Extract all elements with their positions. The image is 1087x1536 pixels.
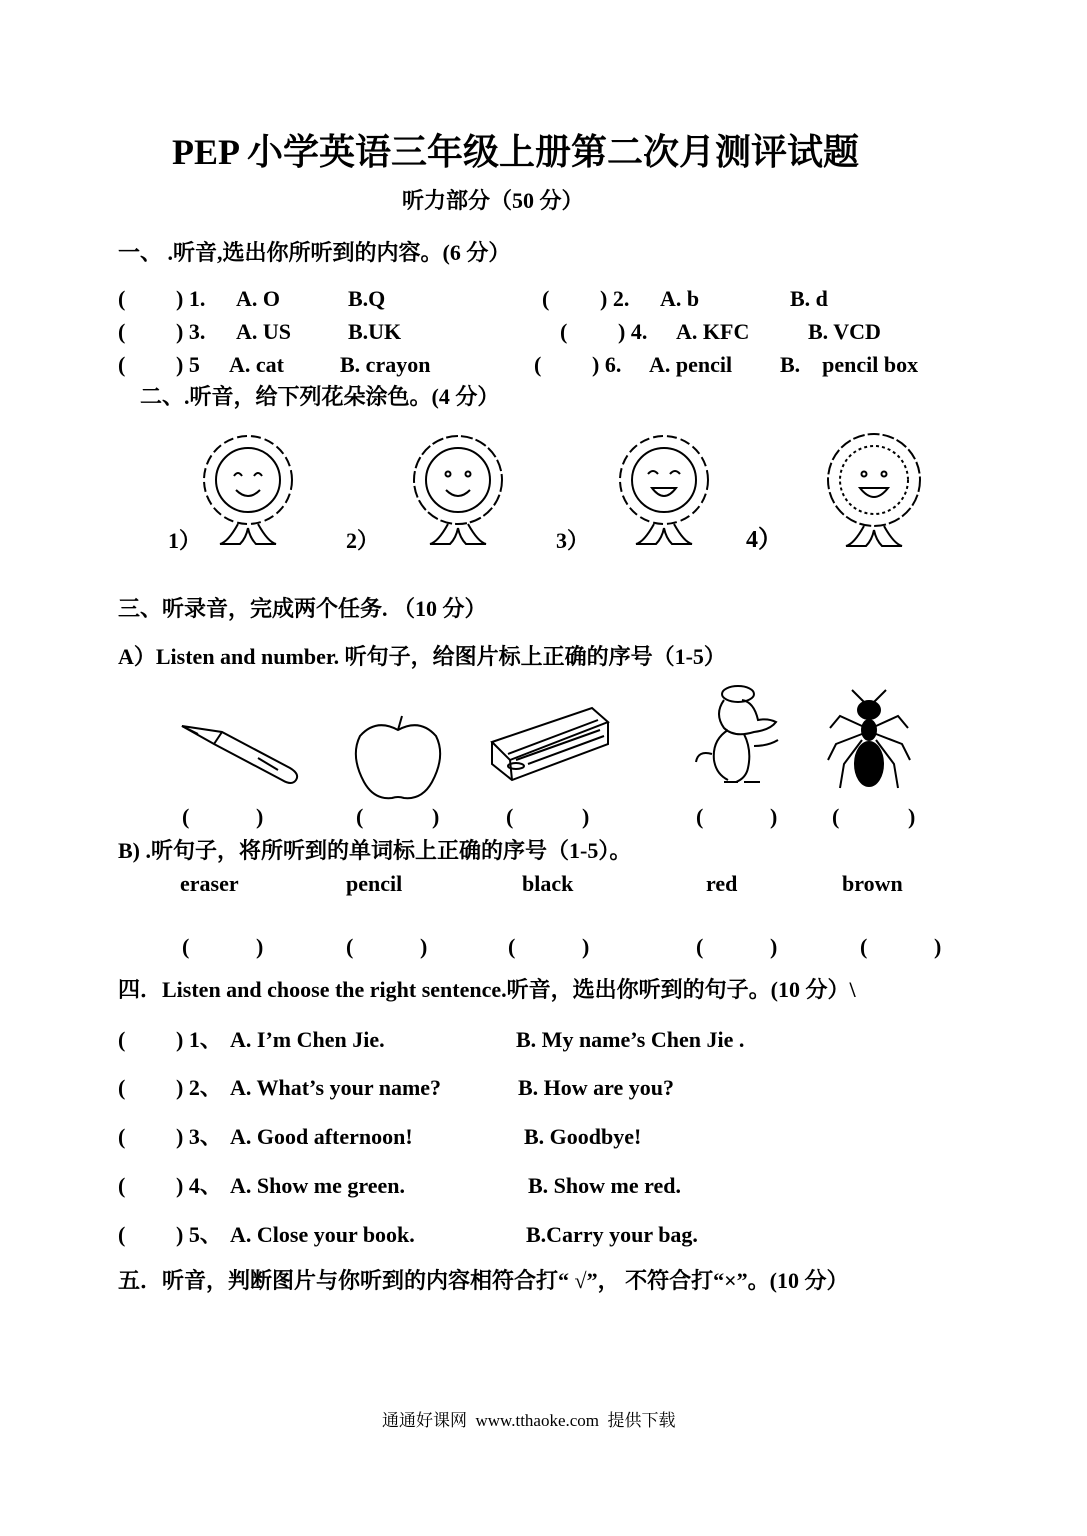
answer-paren[interactable]: ( [542, 286, 550, 311]
answer-paren[interactable]: ( [534, 352, 542, 377]
item-number: ) 5 [176, 352, 200, 377]
footer-text: 通通好课网 www.tthaoke.com 提供下载 [382, 1411, 676, 1430]
bracket-close: ) [420, 934, 428, 959]
answer-paren[interactable]: ( [118, 1222, 126, 1247]
bracket-close: ) [256, 804, 264, 829]
flower-label-4: 4） [746, 527, 782, 553]
option-a: A. KFC [676, 319, 750, 344]
option-b: B. My name’s Chen Jie . [516, 1027, 745, 1052]
word-eraser: eraser [180, 871, 239, 896]
item-number: ) 3、 [176, 1124, 222, 1149]
option-b: B. VCD [808, 319, 881, 344]
bracket-open: ( [182, 934, 190, 959]
section4-heading: 四．Listen and choose the right sentence.听音，选出你听到的句子。(10 分）\ [118, 977, 856, 1002]
bracket-open: ( [696, 804, 704, 829]
bracket-close: ) [934, 934, 942, 959]
item-number: ) 4. [618, 319, 648, 344]
section1-heading: 一、 .听音,选出你所听到的内容。(6 分） [118, 240, 511, 265]
item-number: ) 2. [600, 286, 630, 311]
section3-part-a: A）Listen and number. 听句子，给图片标上正确的序号（1-5） [118, 644, 726, 669]
word-black: black [522, 871, 574, 896]
answer-paren[interactable]: ( [118, 286, 126, 311]
bracket-open: ( [832, 804, 840, 829]
bracket-close: ) [770, 804, 778, 829]
sunflower-icon[interactable] [614, 428, 714, 553]
bracket-close: ) [582, 804, 590, 829]
answer-paren[interactable]: ( [560, 319, 568, 344]
flower-label-2: 2） [346, 528, 380, 553]
bracket-open: ( [346, 934, 354, 959]
answer-paren[interactable]: ( [118, 1075, 126, 1100]
ant-icon [826, 688, 912, 792]
answer-paren[interactable]: ( [118, 319, 126, 344]
option-b: B.Q [348, 286, 386, 311]
page-title: PEP 小学英语三年级上册第二次月测评试题 [172, 132, 860, 172]
option-b: B.UK [348, 319, 402, 344]
option-a: A. What’s your name? [230, 1075, 442, 1100]
item-number: ) 1、 [176, 1027, 222, 1052]
bracket-open: ( [182, 804, 190, 829]
option-b: B. pencil box [780, 352, 919, 377]
section3-heading: 三、听录音，完成两个任务. （10 分） [118, 596, 487, 621]
word-pencil: pencil [346, 871, 403, 896]
item-number: ) 6. [592, 352, 622, 377]
option-a: A. US [236, 319, 292, 344]
option-a: A. Close your book. [230, 1222, 415, 1247]
option-a: A. O [236, 286, 280, 311]
option-b: B. How are you? [518, 1075, 675, 1100]
bracket-close: ) [770, 934, 778, 959]
flower-label-1: 1） [168, 528, 202, 553]
apple-icon [352, 714, 444, 804]
bracket-open: ( [508, 934, 516, 959]
option-b: B. d [790, 286, 828, 311]
item-number: ) 4、 [176, 1173, 222, 1198]
bracket-close: ) [432, 804, 440, 829]
item-number: ) 2、 [176, 1075, 222, 1100]
option-a: A. cat [229, 352, 284, 377]
answer-paren[interactable]: ( [118, 1027, 126, 1052]
answer-paren[interactable]: ( [118, 1124, 126, 1149]
bracket-close: ) [582, 934, 590, 959]
sunflower-icon[interactable] [198, 428, 298, 553]
section3-part-b: B) .听句子，将所听到的单词标上正确的序号（1-5）。 [118, 838, 632, 863]
item-number: ) 1. [176, 286, 206, 311]
dog-icon [688, 684, 784, 788]
flower-label-3: 3） [556, 528, 590, 553]
pencil-box-icon [488, 704, 612, 782]
answer-paren[interactable]: ( [118, 1173, 126, 1198]
section2-heading: 二、.听音，给下列花朵涂色。(4 分） [140, 384, 500, 409]
section5-heading: 五．听音，判断图片与你听到的内容相符合打“ √”， 不符合打“×”。(10 分） [118, 1268, 849, 1293]
option-b: B. Goodbye! [524, 1124, 642, 1149]
option-b: B. Show me red. [528, 1173, 681, 1198]
bracket-open: ( [506, 804, 514, 829]
bracket-close: ) [256, 934, 264, 959]
option-a: A. I’m Chen Jie. [230, 1027, 385, 1052]
option-a: A. Show me green. [230, 1173, 405, 1198]
answer-paren[interactable]: ( [118, 352, 126, 377]
item-number: ) 5、 [176, 1222, 222, 1247]
bracket-open: ( [860, 934, 868, 959]
page-subtitle: 听力部分（50 分） [402, 188, 584, 213]
item-number: ) 3. [176, 319, 206, 344]
sunflower-icon[interactable] [408, 428, 508, 553]
pen-icon [178, 712, 300, 792]
option-a: A. pencil [649, 352, 733, 377]
sunflower-icon[interactable] [822, 428, 926, 553]
bracket-open: ( [356, 804, 364, 829]
option-a: A. Good afternoon! [230, 1124, 413, 1149]
option-a: A. b [660, 286, 700, 311]
bracket-open: ( [696, 934, 704, 959]
option-b: B.Carry your bag. [526, 1222, 698, 1247]
word-red: red [706, 871, 738, 896]
option-b: B. crayon [340, 352, 431, 377]
word-brown: brown [842, 871, 903, 896]
bracket-close: ) [908, 804, 916, 829]
